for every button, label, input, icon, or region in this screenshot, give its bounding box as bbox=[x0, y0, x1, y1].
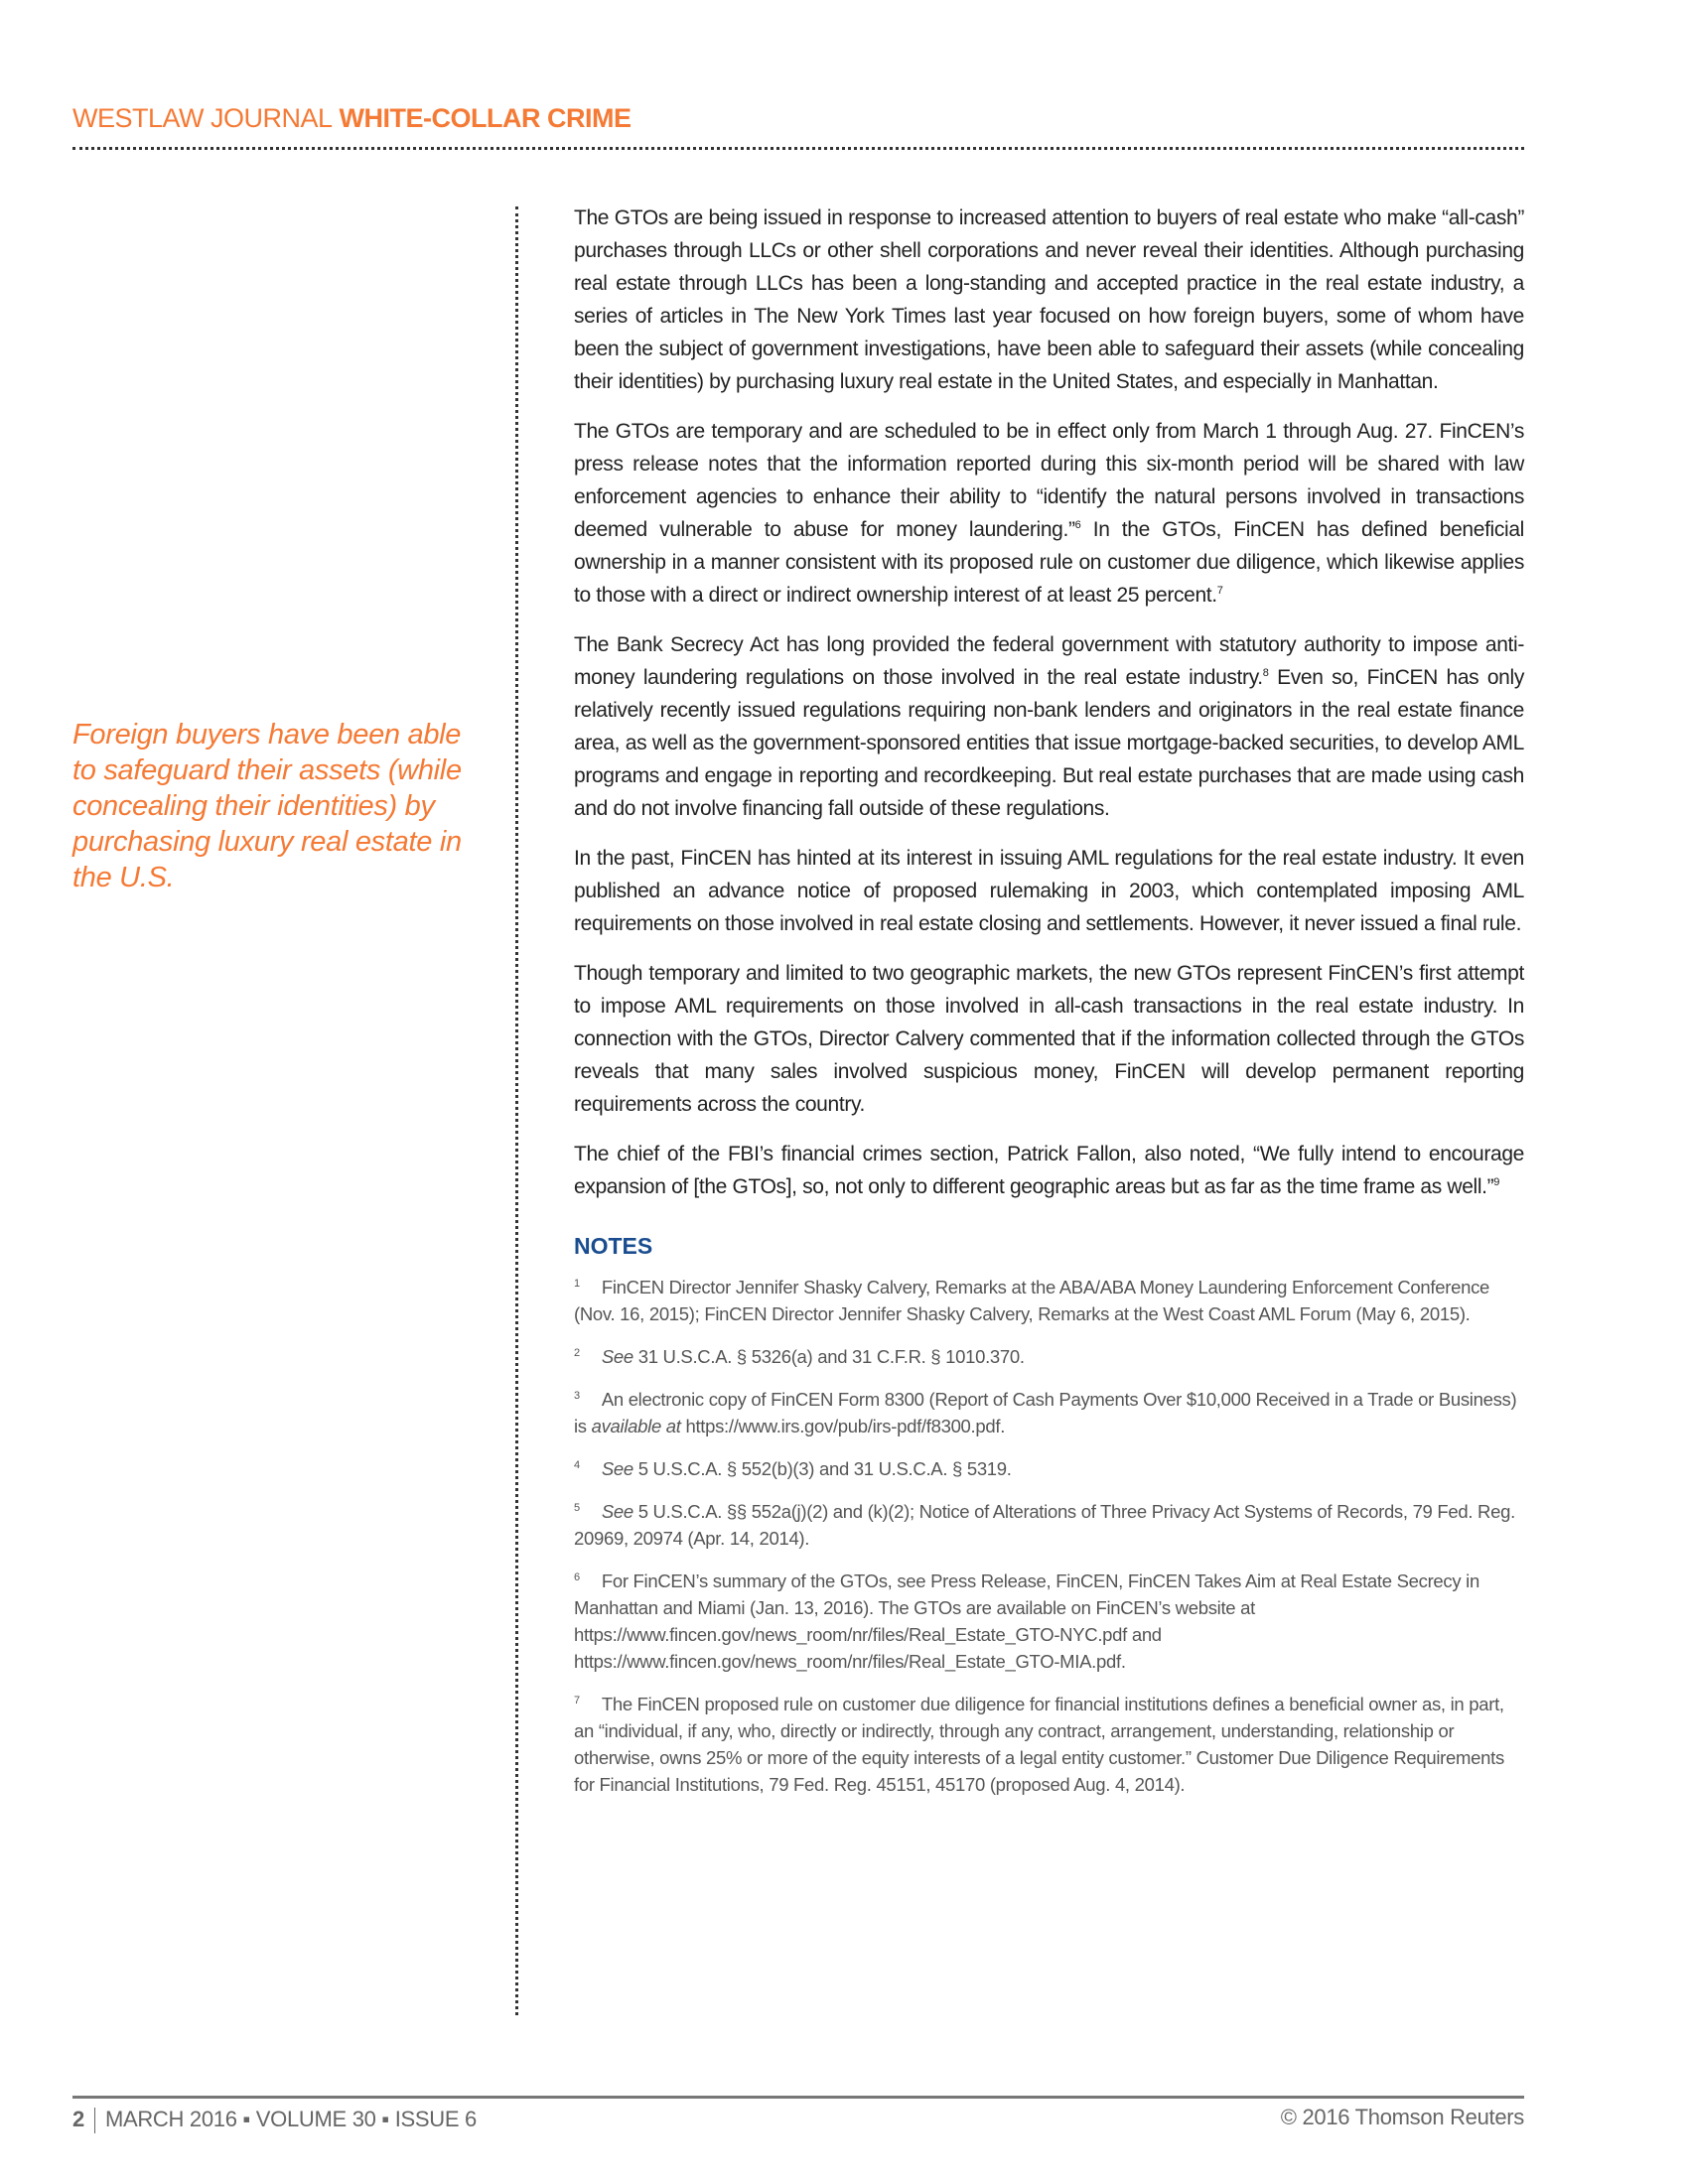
footnote bbox=[574, 1498, 1524, 1552]
footnote-text: For FinCEN’s summary of the GTOs, see Press Release, FinCEN, FinCEN Takes Aim at Real Estate Secrecy in Manhattan and Miami (Jan. 13, 2016). The GTOs are available on FinCEN’s website at https://www.fincen.gov/news_room/nr/files/Real_Estate_GTO-NYC.pdf and https://www.fincen.gov/news_room/nr/files/Real_Estate_GTO-MIA.pdf. bbox=[574, 1570, 1479, 1672]
footnote-signal: available at bbox=[591, 1416, 681, 1436]
footnote bbox=[574, 1691, 1524, 1798]
paragraph-text: Even so, FinCEN has only relatively recently issued regulations requiring non-bank lenders and originators in the real estate finance area, as well as the government-sponsored entities that issue mortgage-backed securities, to develop AML programs and engage in reporting and recordkeeping. But real estate purchases that are made using cash and do not involve financing fall outside of these regulations. bbox=[574, 666, 1524, 820]
footer-divider bbox=[72, 2096, 1524, 2099]
paragraph bbox=[574, 628, 1524, 825]
footnote bbox=[574, 1386, 1524, 1439]
journal-name: WESTLAW JOURNAL bbox=[72, 103, 333, 133]
paragraph: The GTOs are being issued in response to increased attention to buyers of real estate who make “all-cash” purchases through LLCs or other shell corporations and never reveal their identities. Although purchasing real estate through LLCs has been a long-standing and accepted practice in the real estate industry, a series of articles in The New York Times last year focused on how foreign buyers, some of whom have been the subject of government investigations, have been able to safeguard their assets (while concealing their identities) by purchasing luxury real estate in the United States, and especially in Manhattan. bbox=[574, 206, 1524, 393]
footnote-signal: See bbox=[601, 1346, 633, 1367]
footnote-signal: See bbox=[601, 1458, 633, 1479]
paragraph bbox=[574, 415, 1524, 612]
page-number: 2 bbox=[72, 2107, 84, 2131]
column-divider bbox=[515, 206, 518, 2015]
footnote-number: 6 bbox=[574, 1570, 580, 1583]
footer-issue-info bbox=[72, 2107, 477, 2133]
notes-heading: NOTES bbox=[574, 1233, 653, 1259]
footnote-ref: 6 bbox=[1074, 519, 1081, 531]
footnote-ref: 7 bbox=[1216, 585, 1223, 597]
footnote-number: 3 bbox=[574, 1389, 580, 1402]
footnote-ref: 9 bbox=[1493, 1176, 1500, 1188]
footer-separator bbox=[94, 2108, 95, 2133]
paragraph-text: The GTOs are temporary and are scheduled to be in effect only from March 1 through Aug. 27. FinCEN’s press release notes that the information reported during this six-month period will be shared with law enforcement agencies to enhance their ability to “identify the natural persons involved in transactions deemed vulnerable to abuse for money laundering.” bbox=[574, 420, 1524, 541]
footnote bbox=[574, 1274, 1524, 1327]
footnote-text: https://www.irs.gov/pub/irs-pdf/f8300.pdf. bbox=[680, 1416, 1006, 1436]
footnote-text: The FinCEN proposed rule on customer due diligence for financial institutions defines a beneficial owner as, in part, an “individual, if any, who, directly or indirectly, through any contract, arrangement, understanding, relationship or otherwise, owns 25% or more of the equity interests of a legal entity customer.” Customer Due Diligence Requirements for Financial Institutions, 79 Fed. Reg. 45151, 45170 (proposed Aug. 4, 2014). bbox=[574, 1694, 1504, 1795]
copyright: © 2016 Thomson Reuters bbox=[1280, 2105, 1524, 2129]
footnote-text: FinCEN Director Jennifer Shasky Calvery, Remarks at the ABA/ABA Money Laundering Enforcement Conference (Nov. 16, 2015); FinCEN Director Jennifer Shasky Calvery, Remarks at the West Coast AML Forum (May 6, 2015). bbox=[574, 1277, 1490, 1324]
issue-info: MARCH 2016 ▪ VOLUME 30 ▪ ISSUE 6 bbox=[104, 2107, 477, 2131]
footnote-signal: See bbox=[601, 1501, 633, 1522]
footnote-number: 1 bbox=[574, 1277, 580, 1290]
footnote bbox=[574, 1343, 1524, 1370]
running-header bbox=[72, 103, 632, 134]
footnote bbox=[574, 1568, 1524, 1675]
journal-title: WHITE-COLLAR CRIME bbox=[339, 103, 632, 133]
paragraph-text: In the GTOs, FinCEN has defined beneficial ownership in a manner consistent with its proposed rule on customer due diligence, which likewise applies to those with a direct or indirect ownership interest of at least 25 percent. bbox=[574, 518, 1524, 607]
footnote-text: 5 U.S.C.A. § 552(b)(3) and 31 U.S.C.A. § 5319. bbox=[633, 1458, 1012, 1479]
footnote-text: 31 U.S.C.A. § 5326(a) and 31 C.F.R. § 1010.370. bbox=[633, 1346, 1025, 1367]
pull-quote: Foreign buyers have been able to safeguard their assets (while concealing their identities) by purchasing luxury real estate in the U.S. bbox=[72, 719, 462, 893]
paragraph-text: The chief of the FBI’s financial crimes section, Patrick Fallon, also noted, “We fully intend to encourage expansion of [the GTOs], so, not only to different geographic areas but as far as the time frame as well.” bbox=[574, 1143, 1524, 1198]
footnote-number: 2 bbox=[574, 1346, 580, 1359]
footnote-number: 7 bbox=[574, 1694, 580, 1706]
footnote-number: 5 bbox=[574, 1501, 580, 1514]
footnote-text: An electronic copy of FinCEN Form 8300 (Report of Cash Payments Over $10,000 Received in a Trade or Business) is bbox=[574, 1389, 1517, 1436]
paragraph: Though temporary and limited to two geographic markets, the new GTOs represent FinCEN’s first attempt to impose AML requirements on those involved in all-cash transactions in the real estate industry. In connection with the GTOs, Director Calvery commented that if the information collected through the GTOs reveals that many sales involved suspicious money, FinCEN will develop permanent reporting requirements across the country. bbox=[574, 962, 1524, 1116]
footnote bbox=[574, 1455, 1524, 1482]
footnote-number: 4 bbox=[574, 1458, 580, 1471]
header-divider bbox=[72, 147, 1524, 150]
paragraph-text: The Bank Secrecy Act has long provided the federal government with statutory authority to impose anti-money laundering regulations on those involved in the real estate industry. bbox=[574, 633, 1524, 689]
article-body bbox=[574, 202, 1524, 1814]
paragraph: In the past, FinCEN has hinted at its interest in issuing AML regulations for the real estate industry. It even published an advance notice of proposed rulemaking in 2003, which contemplated imposing AML requirements on those involved in real estate closing and settlements. However, it never issued a final rule. bbox=[574, 847, 1524, 935]
footnote-ref: 8 bbox=[1262, 667, 1269, 679]
notes-list bbox=[574, 1274, 1524, 1798]
paragraph bbox=[574, 1138, 1524, 1203]
footnote-text: 5 U.S.C.A. §§ 552a(j)(2) and (k)(2); Notice of Alterations of Three Privacy Act Systems of Records, 79 Fed. Reg. 20969, 20974 (Apr. 14, 2014). bbox=[574, 1501, 1515, 1549]
